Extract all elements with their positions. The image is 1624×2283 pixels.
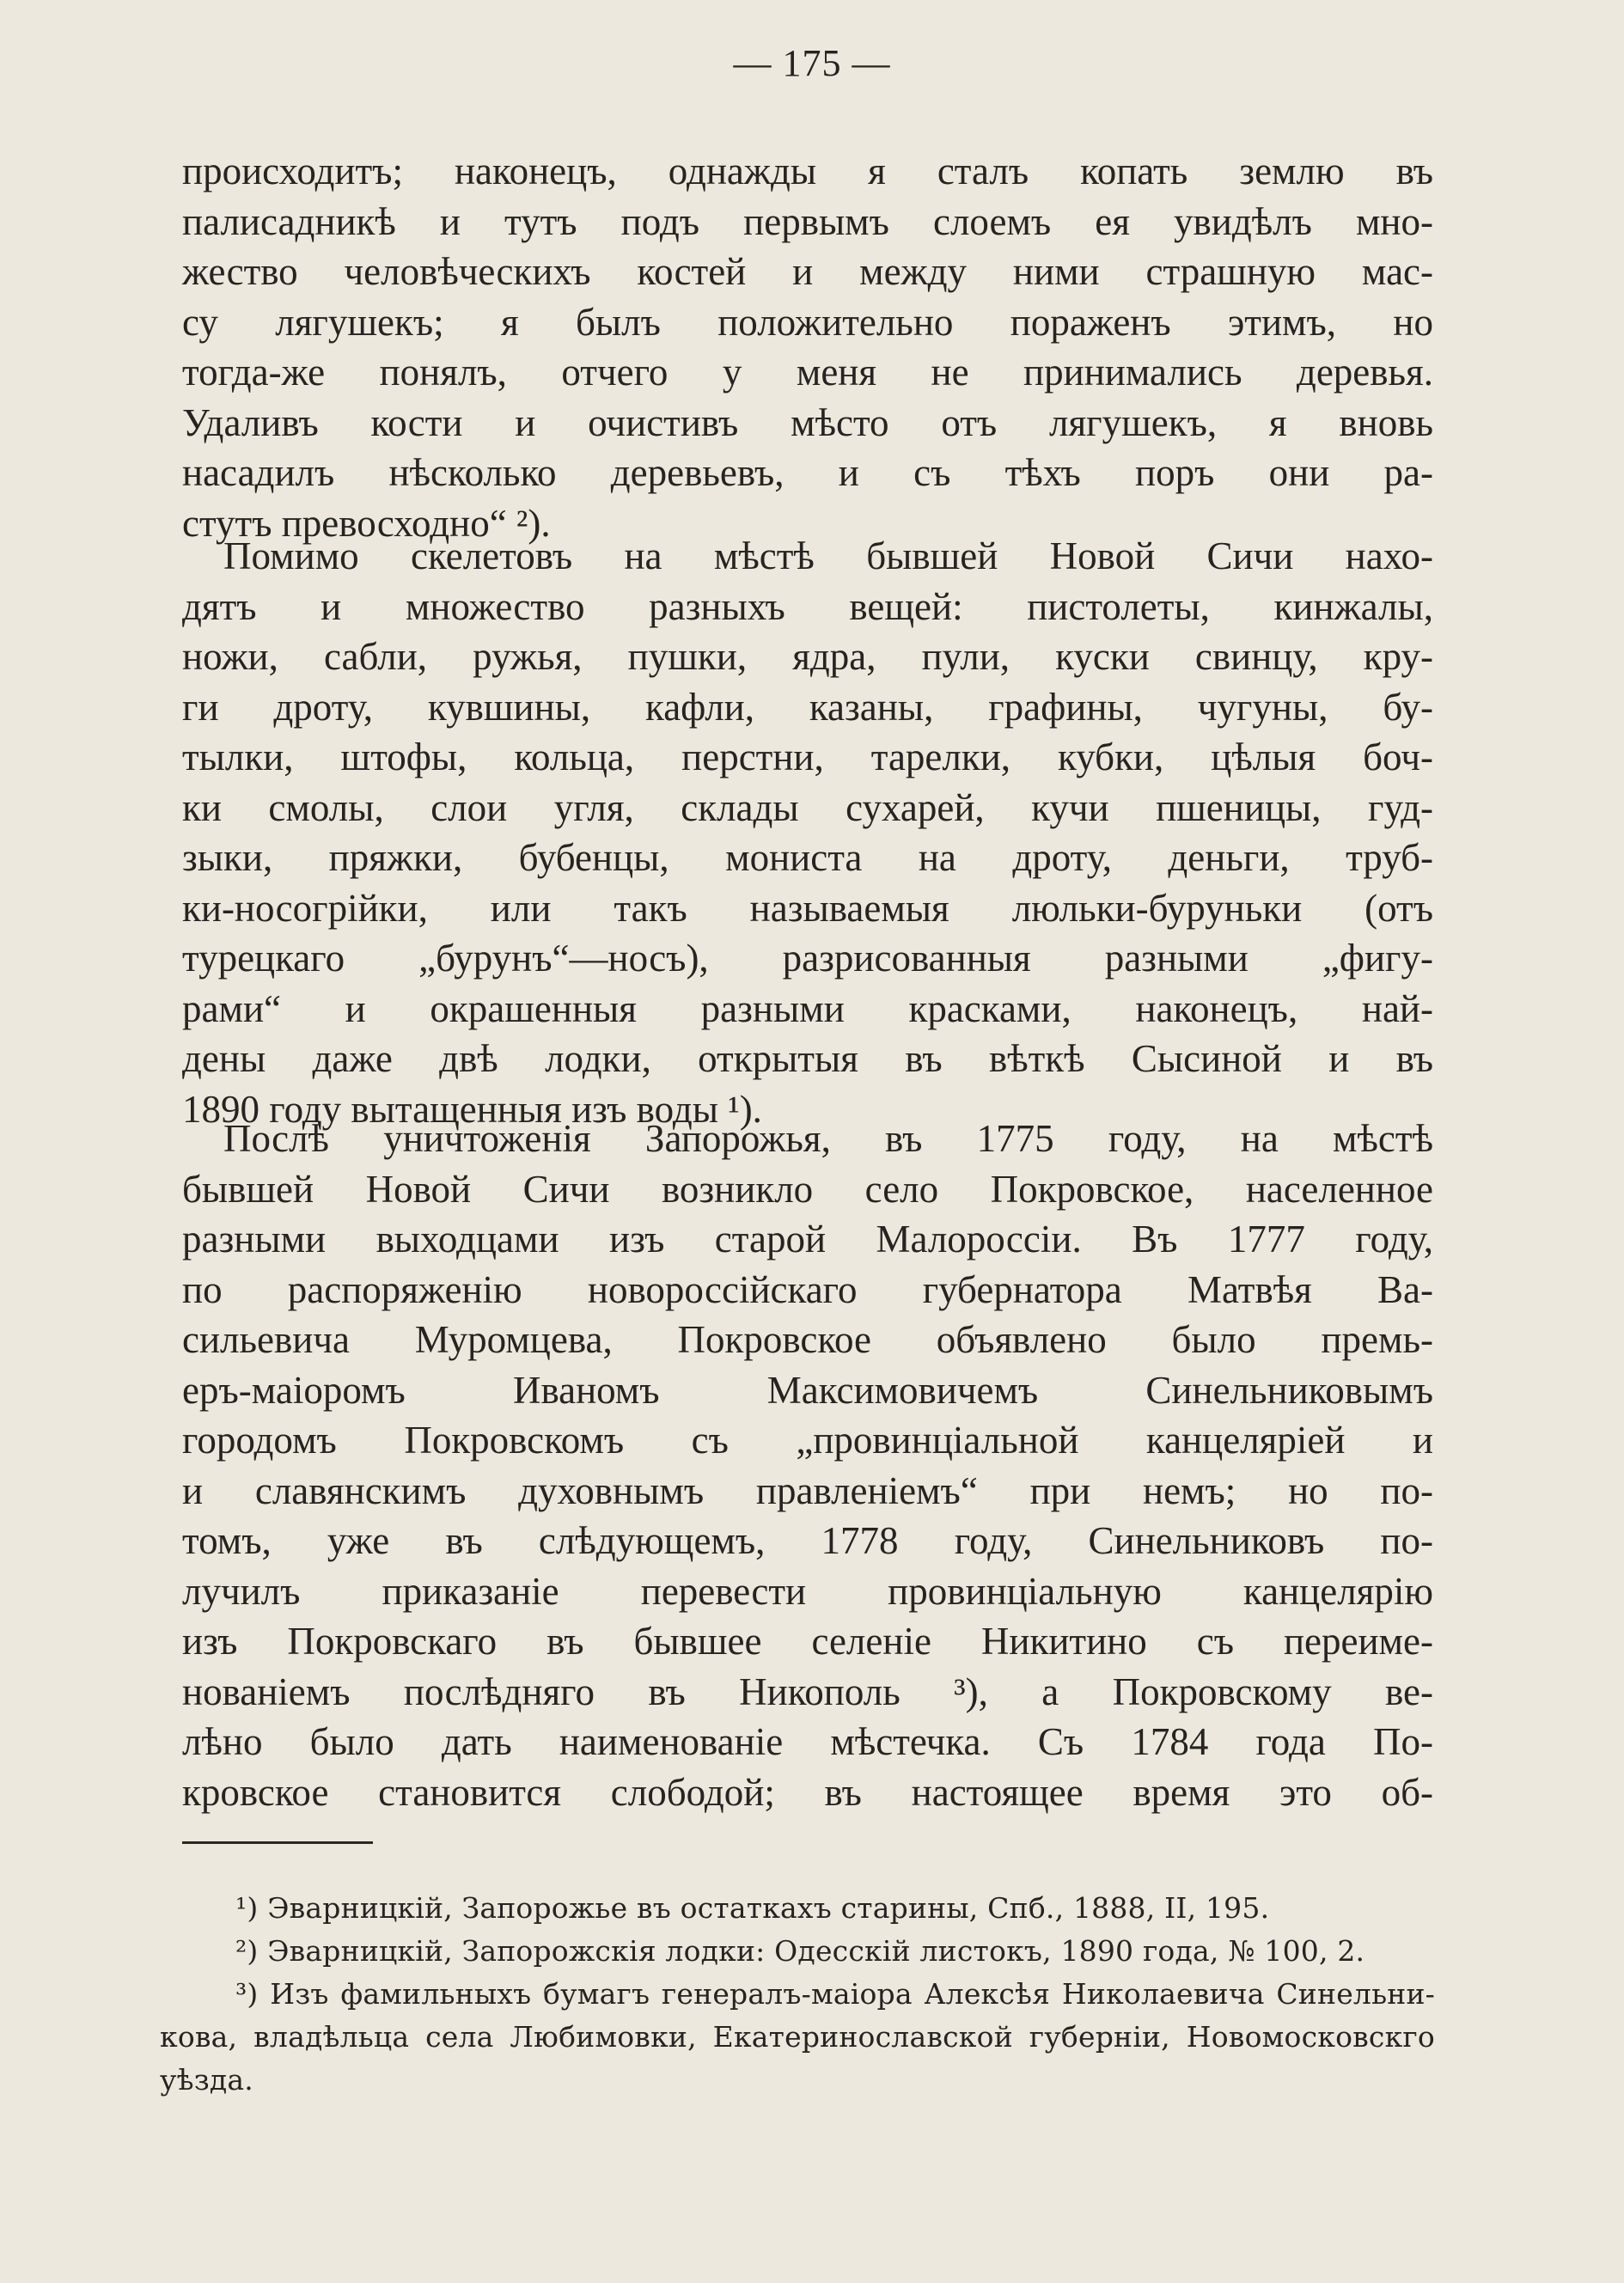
text-line: Послѣ уничтоженія Запорожья, въ 1775 году, на мѣстѣ	[223, 1117, 1433, 1160]
text-line: нованіемъ послѣдняго въ Никополь ³), а Покровскому ве-	[182, 1670, 1433, 1713]
text-line: стутъ превосходно“ ²).	[182, 501, 551, 545]
text-line: турецкаго „бурунъ“—носъ), разрисованныя разными „фигу-	[182, 937, 1433, 980]
paragraph-1	[182, 146, 1433, 548]
text-line: лѣно было дать наименованіе мѣстечка. Съ 1784 года По-	[182, 1720, 1433, 1763]
text-line: лучилъ приказаніе перевести провинціальную канцелярію	[182, 1569, 1433, 1613]
text-line: Помимо скелетовъ на мѣстѣ бывшей Новой Сичи нахо-	[223, 534, 1433, 577]
text-line: жество человѣческихъ костей и между ними страшную мас-	[182, 250, 1433, 293]
text-line: ги дроту, кувшины, кафли, казаны, графины, чугуны, бу-	[182, 685, 1433, 729]
text-line: бывшей Новой Сичи возникло село Покровское, населенное	[182, 1167, 1433, 1211]
text-line: томъ, уже въ слѣдующемъ, 1778 году, Синельниковъ по-	[182, 1519, 1433, 1562]
footnote-separator	[182, 1841, 373, 1844]
text-line: сильевича Муромцева, Покровское объявлено было премь-	[182, 1318, 1433, 1361]
page-number: — 175 —	[733, 42, 891, 84]
text-line: дятъ и множество разныхъ вещей: пистолеты, кинжалы,	[182, 584, 1433, 628]
paragraph-3	[182, 1114, 1433, 1817]
text-line: городомъ Покровскомъ съ „провинціальной канцеляріей и	[182, 1419, 1433, 1462]
footnotes	[160, 1887, 1435, 2102]
text-line: ки смолы, слои угля, склады сухарей, кучи пшеницы, гуд-	[182, 785, 1433, 829]
footnote-2: ²) Эварницкій, Запорожскія лодки: Одесскій листокъ, 1890 года, № 100, 2.	[235, 1934, 1365, 1968]
text-line: ки-носогрійки, или такъ называемыя люльки-буруньки (отъ	[182, 886, 1433, 930]
text-line: палисадникѣ и тутъ подъ первымъ слоемъ ея увидѣлъ мно-	[182, 199, 1433, 243]
text-line: дены даже двѣ лодки, открытыя въ вѣткѣ Сысиной и въ	[182, 1037, 1433, 1080]
text-line: разными выходцами изъ старой Малороссіи. Въ 1777 году,	[182, 1218, 1433, 1261]
text-line: зыки, пряжки, бубенцы, мониста на дроту, деньги, труб-	[182, 836, 1433, 879]
text-line: тогда-же понялъ, отчего у меня не принимались деревья.	[182, 351, 1433, 394]
text-line: 1890 году вытащенныя изъ воды ¹).	[182, 1087, 762, 1131]
text-line: рами“ и окрашенныя разными красками, наконецъ, най-	[182, 986, 1433, 1030]
footnote-3-end: уѣзда.	[160, 2063, 253, 2097]
text-line: еръ-маіоромъ Иваномъ Максимовичемъ Синельниковымъ	[182, 1368, 1433, 1412]
footnote-3: ³) Изъ фамильныхъ бумагъ генералъ-маіора Алексѣя Николаевича Синельни-	[235, 1977, 1435, 2011]
paragraph-2	[182, 531, 1433, 1134]
text-line: ножи, сабли, ружья, пушки, ядра, пули, куски свинцу, кру-	[182, 635, 1433, 678]
footnote-3-cont: кова, владѣльца села Любимовки, Екатеринославской губерніи, Новомосковскго	[160, 2020, 1435, 2054]
text-line: Удаливъ кости и очистивъ мѣсто отъ лягушекъ, я вновь	[182, 400, 1433, 444]
text-line: изъ Покровскаго въ бывшее селеніе Никитино съ переиме-	[182, 1620, 1433, 1663]
text-line: по распоряженію новороссійскаго губернатора Матвѣя Ва-	[182, 1267, 1433, 1311]
text-line: кровское становится слободой; въ настоящее время это об-	[182, 1770, 1433, 1814]
footnote-1: ¹) Эварницкій, Запорожье въ остаткахъ старины, Спб., 1888, II, 195.	[235, 1891, 1270, 1925]
text-line: насадилъ нѣсколько деревьевъ, и съ тѣхъ поръ они ра-	[182, 451, 1433, 494]
text-line: и славянскимъ духовнымъ правленіемъ“ при немъ; но по-	[182, 1468, 1433, 1512]
text-line: происходитъ; наконецъ, однажды я сталъ копать землю въ	[182, 150, 1433, 192]
text-line: тылки, штофы, кольца, перстни, тарелки, кубки, цѣлыя боч-	[182, 736, 1433, 778]
text-line: су лягушекъ; я былъ положительно пораженъ этимъ, но	[182, 300, 1433, 344]
